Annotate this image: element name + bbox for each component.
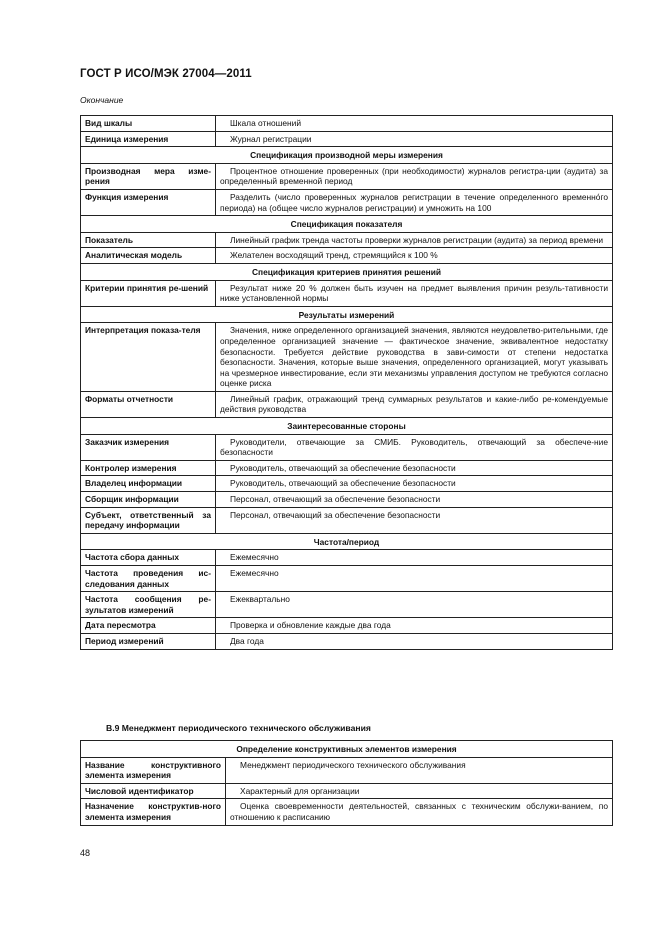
row-label: Сборщик информации — [81, 492, 216, 508]
section-heading: Результаты измерений — [81, 306, 613, 323]
table-row — [81, 232, 613, 248]
row-value: Желателен восходящий тренд, стремящийся к 100 % — [216, 248, 613, 264]
row-value: Журнал регистрации — [216, 131, 613, 147]
row-label: Название конструктивного элемента измерения — [81, 757, 226, 783]
table-row — [81, 566, 613, 592]
row-label: Владелец информации — [81, 476, 216, 492]
row-label: Вид шкалы — [81, 116, 216, 132]
table-row — [81, 248, 613, 264]
row-label: Назначение конструктив-ного элемента измерения — [81, 799, 226, 825]
document-header: ГОСТ Р ИСО/МЭК 27004—2011 — [80, 68, 252, 80]
table-row — [81, 550, 613, 566]
row-label: Дата пересмотра — [81, 618, 216, 634]
row-value: Руководители, отвечающие за СМИБ. Руководитель, отвечающий за обеспече-ние безопасности — [216, 434, 613, 460]
row-label: Производная мера изме-рения — [81, 163, 216, 189]
row-label: Заказчик измерения — [81, 434, 216, 460]
row-label: Частота сбора данных — [81, 550, 216, 566]
table-row — [81, 618, 613, 634]
row-value: Руководитель, отвечающий за обеспечение безопасности — [216, 460, 613, 476]
row-label: Аналитическая модель — [81, 248, 216, 264]
table-row — [81, 476, 613, 492]
row-value: Персонал, отвечающий за обеспечение безопасности — [216, 492, 613, 508]
section-heading: Спецификация критериев принятия решений — [81, 263, 613, 280]
row-label: Форматы отчетности — [81, 391, 216, 417]
row-value: Руководитель, отвечающий за обеспечение безопасности — [216, 476, 613, 492]
section-row — [81, 216, 613, 233]
page-number: 48 — [80, 848, 91, 858]
table-row — [81, 592, 613, 618]
table-row — [81, 189, 613, 215]
table-row — [81, 507, 613, 533]
section-heading: Спецификация показателя — [81, 216, 613, 233]
row-value: Ежемесячно — [216, 566, 613, 592]
row-value: Шкала отношений — [216, 116, 613, 132]
table-row — [81, 757, 613, 783]
table-row — [81, 799, 613, 825]
section-row — [81, 741, 613, 758]
table-row — [81, 131, 613, 147]
section-heading: Спецификация производной меры измерения — [81, 147, 613, 164]
row-label: Частота сообщения ре-зультатов измерений — [81, 592, 216, 618]
row-value: Менеджмент периодического технического обслуживания — [226, 757, 613, 783]
row-value: Характерный для организации — [226, 783, 613, 799]
row-value: Разделить (число проверенных журналов регистрации в течение определенного временно́го периода) на (общее число журналов регистрации) и умножить на 100 — [216, 189, 613, 215]
table-row — [81, 783, 613, 799]
row-label: Числовой идентификатор — [81, 783, 226, 799]
measurement-table-body — [81, 116, 613, 650]
row-label: Функция измерения — [81, 189, 216, 215]
row-label: Единица измерения — [81, 131, 216, 147]
section-row — [81, 306, 613, 323]
table-row — [81, 633, 613, 649]
row-value: Линейный график, отражающий тренд суммарных результатов и какие-либо ре-комендуемые действия руководства — [216, 391, 613, 417]
row-value: Персонал, отвечающий за обеспечение безопасности — [216, 507, 613, 533]
section-row — [81, 263, 613, 280]
row-value: Результат ниже 20 % должен быть изучен на предмет выявления причин резуль-тативности ниже установленной нормы — [216, 280, 613, 306]
construct-table-body — [81, 741, 613, 826]
measurement-table — [80, 115, 613, 650]
section-heading: Заинтересованные стороны — [81, 418, 613, 435]
row-label: Контролер измерения — [81, 460, 216, 476]
table-row — [81, 391, 613, 417]
table-row — [81, 323, 613, 392]
section-row — [81, 418, 613, 435]
row-value: Два года — [216, 633, 613, 649]
row-value: Проверка и обновление каждые два года — [216, 618, 613, 634]
row-label: Частота проведения ис-следования данных — [81, 566, 216, 592]
section-title-b9: В.9 Менеджмент периодического технического обслуживания — [106, 723, 371, 733]
table-row — [81, 492, 613, 508]
continuation-label: Окончание — [80, 95, 124, 105]
row-label: Субъект, ответственный за передачу информации — [81, 507, 216, 533]
table-row — [81, 434, 613, 460]
row-value: Значения, ниже определенного организацией значения, являются неудовлетво-рительными, где определенное организацией значение — фактическое значение, эквивалентное недостатку безопасности. Требуется действие руководства в зави-симости от степени недостатка безопасности. Значения, которые выше значения, определенного организацией, могут указывать на чрезмерное инвестирование, если эти механизмы управления доступом не требуются согласно оценке риска — [216, 323, 613, 392]
row-value: Ежеквартально — [216, 592, 613, 618]
table-row — [81, 163, 613, 189]
row-value: Процентное отношение проверенных (при необходимости) журналов регистра-ции (аудита) за определенный временной период — [216, 163, 613, 189]
table-row — [81, 116, 613, 132]
table-row — [81, 460, 613, 476]
section-row — [81, 147, 613, 164]
row-value: Ежемесячно — [216, 550, 613, 566]
construct-table — [80, 740, 613, 826]
row-value: Линейный график тренда частоты проверки журналов регистрации (аудита) за период времени — [216, 232, 613, 248]
row-value: Оценка своевременности деятельностей, связанных с техническим обслужи-ванием, по отношению к расписанию — [226, 799, 613, 825]
row-label: Критерии принятия ре-шений — [81, 280, 216, 306]
section-heading: Частота/период — [81, 533, 613, 550]
row-label: Период измерений — [81, 633, 216, 649]
section-row — [81, 533, 613, 550]
table-row — [81, 280, 613, 306]
row-label: Показатель — [81, 232, 216, 248]
section-heading: Определение конструктивных элементов измерения — [81, 741, 613, 758]
row-label: Интерпретация показа-теля — [81, 323, 216, 392]
